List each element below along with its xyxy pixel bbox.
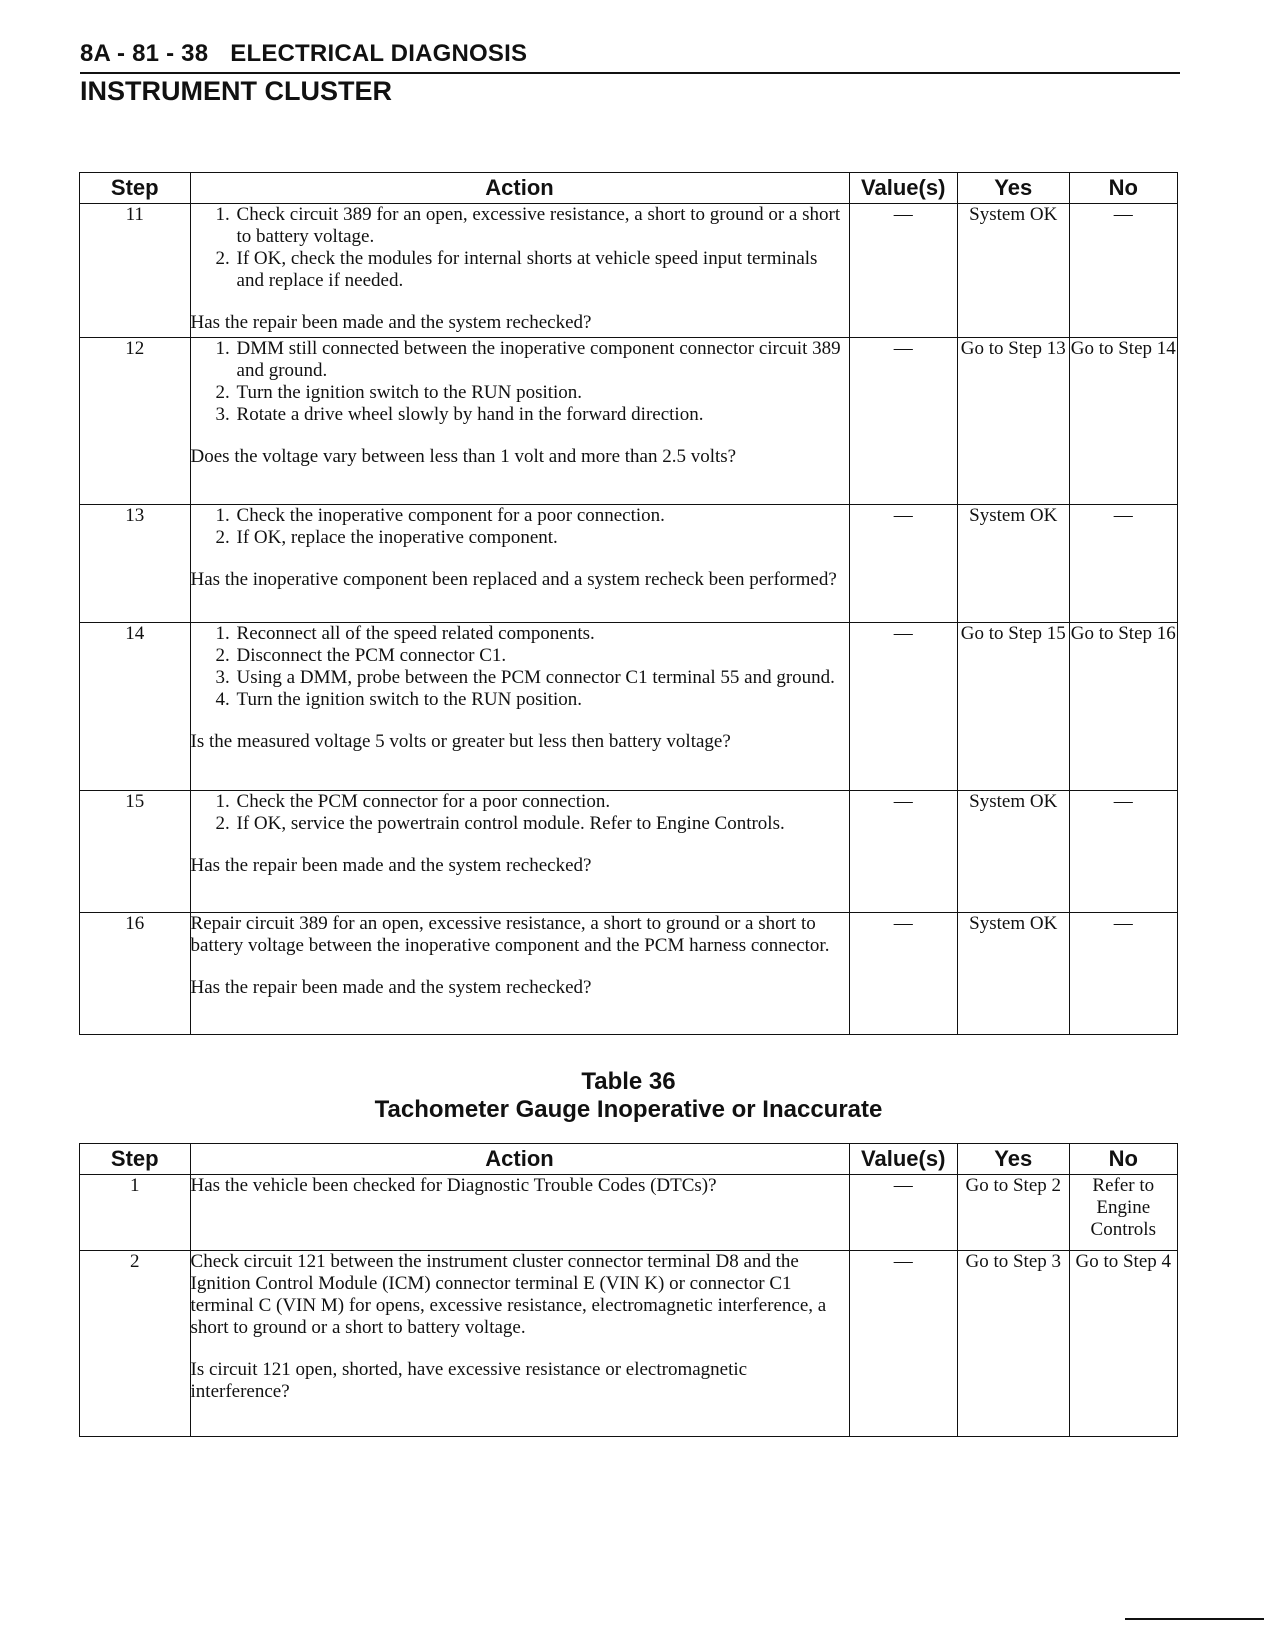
table-row [80,1175,1178,1251]
col-yes-header: Yes [957,1144,1069,1175]
col-values-header: Value(s) [849,173,957,204]
yes-cell: Go to Step 15 [957,623,1069,791]
value-cell: — [849,1175,957,1251]
action-item: 2. If OK, service the powertrain control module. Refer to Engine Controls. [235,813,849,835]
value-cell: — [849,204,957,338]
yes-cell: System OK [957,204,1069,338]
action-cell [190,1175,849,1251]
table-row [80,791,1178,913]
table-row [80,623,1178,791]
action-cell [190,505,849,623]
col-yes-header: Yes [957,173,1069,204]
table-row [80,505,1178,623]
action-text: Has the vehicle been checked for Diagnostic Trouble Codes (DTCs)? [190,1175,717,1196]
yes-cell: Go to Step 2 [957,1175,1069,1251]
subsection-title: INSTRUMENT CLUSTER [80,76,392,106]
col-no-header: No [1069,1144,1177,1175]
no-cell: Go to Step 14 [1069,338,1177,505]
action-question: Is circuit 121 open, shorted, have excessive resistance or electromagnetic interference? [190,1359,748,1402]
action-text: Check circuit 121 between the instrument cluster connector terminal D8 and the Ignition Control Module (ICM) connector terminal E (VIN K) or connector C1 terminal C (VIN M) for opens, excessive resistance, electromagnetic interference, a short to ground or a short to battery voltage. [190,1251,827,1338]
table-row [80,338,1178,505]
table-caption [79,1068,1178,1124]
step-number: 11 [80,204,191,338]
running-header [80,40,1180,68]
table-caption-number: Table 36 [581,1068,676,1095]
action-cell [190,623,849,791]
value-cell: — [849,913,957,1035]
action-item: 2. Disconnect the PCM connector C1. [235,645,849,667]
action-question: Has the inoperative component been replaced and a system recheck been performed? [190,569,837,590]
page-header [80,40,1180,107]
value-cell: — [849,505,957,623]
action-item: 2. If OK, replace the inoperative component. [235,527,849,549]
col-action-header: Action [190,1144,849,1175]
action-question: Has the repair been made and the system rechecked? [190,855,592,876]
action-item: 1. DMM still connected between the inoperative component connector circuit 389 and ground. [235,338,849,382]
step-number: 12 [80,338,191,505]
yes-cell: Go to Step 13 [957,338,1069,505]
action-question: Does the voltage vary between less than 1 volt and more than 2.5 volts? [190,446,737,467]
table-caption-title: Tachometer Gauge Inoperative or Inaccurate [374,1096,883,1123]
action-item: 2. If OK, check the modules for internal shorts at vehicle speed input terminals and replace if needed. [235,248,849,292]
page-number: 8A - 81 - 38 [80,40,209,67]
action-item: 3. Rotate a drive wheel slowly by hand in the forward direction. [235,404,849,426]
action-item: 4. Turn the ignition switch to the RUN position. [235,689,849,711]
col-step-header: Step [80,173,191,204]
action-cell [190,791,849,913]
value-cell: — [849,623,957,791]
no-cell: Go to Step 16 [1069,623,1177,791]
action-text: Repair circuit 389 for an open, excessive resistance, a short to ground or a short to battery voltage between the inoperative component and the PCM harness connector. [190,913,830,956]
col-action-header: Action [190,173,849,204]
action-question: Has the repair been made and the system rechecked? [190,312,592,333]
action-item: 1. Check the inoperative component for a poor connection. [235,505,849,527]
action-question: Has the repair been made and the system rechecked? [190,977,592,998]
action-cell [190,204,849,338]
table-row [80,204,1178,338]
no-cell: Go to Step 4 [1069,1251,1177,1437]
action-item: 1. Check circuit 389 for an open, excessive resistance, a short to ground or a short to battery voltage. [235,204,849,248]
action-cell [190,913,849,1035]
no-cell: — [1069,505,1177,623]
col-step-header: Step [80,1144,191,1175]
header-rule [80,72,1180,74]
step-number: 16 [80,913,191,1035]
no-cell: — [1069,791,1177,913]
action-item: 1. Reconnect all of the speed related components. [235,623,849,645]
value-cell: — [849,791,957,913]
step-number: 2 [80,1251,191,1437]
col-values-header: Value(s) [849,1144,957,1175]
table-row [80,913,1178,1035]
yes-cell: System OK [957,913,1069,1035]
col-no-header: No [1069,173,1177,204]
value-cell: — [849,338,957,505]
action-question: Is the measured voltage 5 volts or greater but less then battery voltage? [190,731,731,752]
yes-cell: System OK [957,505,1069,623]
yes-cell: System OK [957,791,1069,913]
table-row [80,1251,1178,1437]
no-cell: — [1069,913,1177,1035]
step-number: 13 [80,505,191,623]
diagnostic-table-36 [79,1143,1178,1437]
diagnostic-table-35 [79,172,1178,1035]
action-cell [190,1251,849,1437]
section-title: ELECTRICAL DIAGNOSIS [230,40,528,67]
action-cell [190,338,849,505]
no-cell: — [1069,204,1177,338]
footer-rule [1125,1618,1264,1620]
table-header-row [80,173,1178,204]
yes-cell: Go to Step 3 [957,1251,1069,1437]
action-item: 3. Using a DMM, probe between the PCM connector C1 terminal 55 and ground. [235,667,849,689]
value-cell: — [849,1251,957,1437]
table-header-row [80,1144,1178,1175]
step-number: 15 [80,791,191,913]
action-item: 1. Check the PCM connector for a poor connection. [235,791,849,813]
step-number: 1 [80,1175,191,1251]
action-item: 2. Turn the ignition switch to the RUN position. [235,382,849,404]
step-number: 14 [80,623,191,791]
no-cell: Refer to Engine Controls [1069,1175,1177,1251]
